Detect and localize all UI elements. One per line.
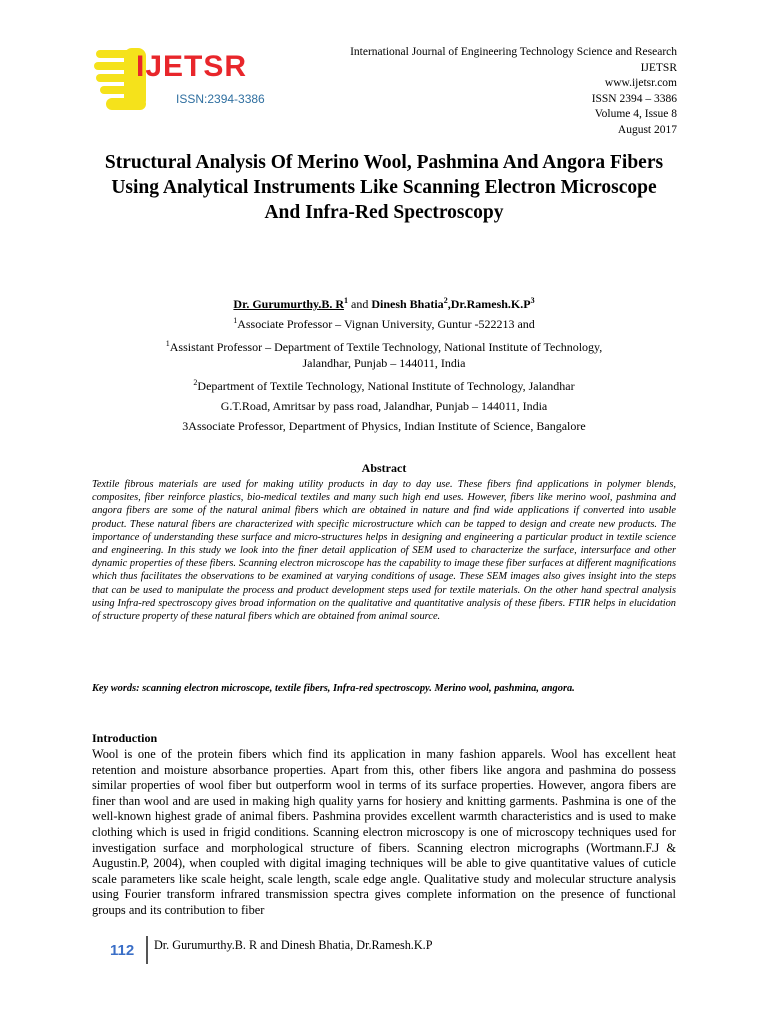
affiliation-3-cont: G.T.Road, Amritsar by pass road, Jalandhar, Punjab – 144011, India <box>220 398 548 413</box>
author-1-sup: 1 <box>344 296 348 305</box>
affiliation-3 <box>0 375 768 395</box>
logo-wordmark: IJETSR <box>136 50 248 83</box>
affiliation-2 <box>0 336 768 356</box>
journal-logo <box>94 40 274 120</box>
journal-volume: Volume 4, Issue 8 <box>594 108 677 121</box>
author-line <box>0 293 768 313</box>
affiliation-2-cont: Jalandhar, Punjab – 144011, India <box>302 355 466 370</box>
logo-issn: ISSN:2394-3386 <box>176 92 265 106</box>
journal-date: August 2017 <box>617 123 677 136</box>
journal-abbrev: IJETSR <box>640 61 677 74</box>
journal-name: International Journal of Engineering Technology Science and Research <box>350 46 677 58</box>
page-number: 112 <box>110 942 135 959</box>
abstract-heading: Abstract <box>361 461 407 475</box>
affiliation-text: Department of Textile Technology, National Institute of Technology, Jalandhar <box>197 379 575 394</box>
author-3-sup: 3 <box>530 296 535 305</box>
journal-url[interactable]: www.ijetsr.com <box>604 77 677 90</box>
affiliation-1 <box>0 313 768 333</box>
affiliation-sup: 1 <box>233 315 238 325</box>
affiliation-sup: 1 <box>165 339 170 349</box>
affiliation-sup: 2 <box>193 378 198 388</box>
author-block <box>0 293 768 434</box>
journal-header <box>350 45 677 139</box>
page-footer <box>110 936 610 964</box>
affiliation-text: Assistant Professor – Department of Textile Technology, National Institute of Technology, <box>169 340 603 355</box>
author-2: Dinesh Bhatia <box>371 297 444 311</box>
keywords: Key words: scanning electron microscope, textile fibers, Infra-red spectroscopy. Merino wool, pashmina, angora. <box>92 683 575 694</box>
author-and: and <box>348 297 372 311</box>
footer-divider <box>146 936 148 964</box>
abstract-text: Textile fibrous materials are used for making utility products in day to day use. These fibers find applications in polymer blends, composites, fiber reinforce plastics, bio-medical textiles and many such high end uses. However, fibers like merino wool, pashmina and angora fibers are some of the natural animal fibers which are obtained in nature and find wide applications if converted into usable product. These natural fibers are characterized with specific microstructure which can be tapped to design and create new products. The importance of understanding these surface and micro-structures helps in designing and engineering a particular product in textile science and engineering. In this study we look into the finer detail application of SEM used to characterize the surface, intersurface and other dynamic properties of these fibers. Scanning electron microscope has the capability to image these fiber surfaces at different magnifications which thus facilitates the observations to be examined at varying conditions of usage. These SEM images also gives insight into the steps that can be used to manipulate the process and product development steps used for textile materials. On the other hand spectral analysis using Infra-red spectroscopy gives broad information on the qualitative and quantitative analysis of these fibers. FTIR helps in elucidation of structure property of these natural fibers which are obtained from animal source. <box>92 479 676 623</box>
affiliation-text: Associate Professor – Vignan University, Guntur -522213 and <box>237 316 535 331</box>
journal-issn: ISSN 2394 – 3386 <box>591 92 677 105</box>
footer-authors: Dr. Gurumurthy.B. R and Dinesh Bhatia, Dr.Ramesh.K.P <box>154 938 433 952</box>
author-2-sup: 2 <box>443 296 448 305</box>
author-3: ,Dr.Ramesh.K.P <box>447 297 531 311</box>
author-1: Dr. Gurumurthy.B. R <box>233 297 344 311</box>
affiliation-4: 3Associate Professor, Department of Physics, Indian Institute of Science, Bangalore <box>182 418 586 433</box>
introduction-text: Wool is one of the protein fibers which find its application in many fashion apparels. Wool has excellent heat retention and moisture absorbance properties. Apart from this, other fibers like angora and pashmina do possess similar properties of wool fiber but outperform wool in terms of its surface properties. However, angora fibers are finer than wool and are used in making high quality yarns for hosiery and knitting garments. Pashmina is one of the well-known highest grade of animal fibers. Pashmina provides excellent warmth characteristics and is used to make clothing which is used in frigid conditions. Scanning electron microscopy is one of microscopy techniques used for investigation surface and morphological structure of fibers. Scanning electron micrographs (Wortmann.F.J & Augustin.P, 2004), when coupled with digital imaging techniques will be able to give quantitative values of cuticle scale parameters like scale height, scale length, scale edge angle. Qualitative study and molecular structure analysis using Fourier transform infrared transmission spectra gives complete information on the presence of functional groups and its contribution to fiber <box>92 747 676 917</box>
paper-title: Structural Analysis Of Merino Wool, Pashmina And Angora Fibers Using Analytical Instruments Like Scanning Electron Microscope And Infra-Red Spectroscopy <box>104 152 664 223</box>
introduction-heading: Introduction <box>92 731 158 745</box>
